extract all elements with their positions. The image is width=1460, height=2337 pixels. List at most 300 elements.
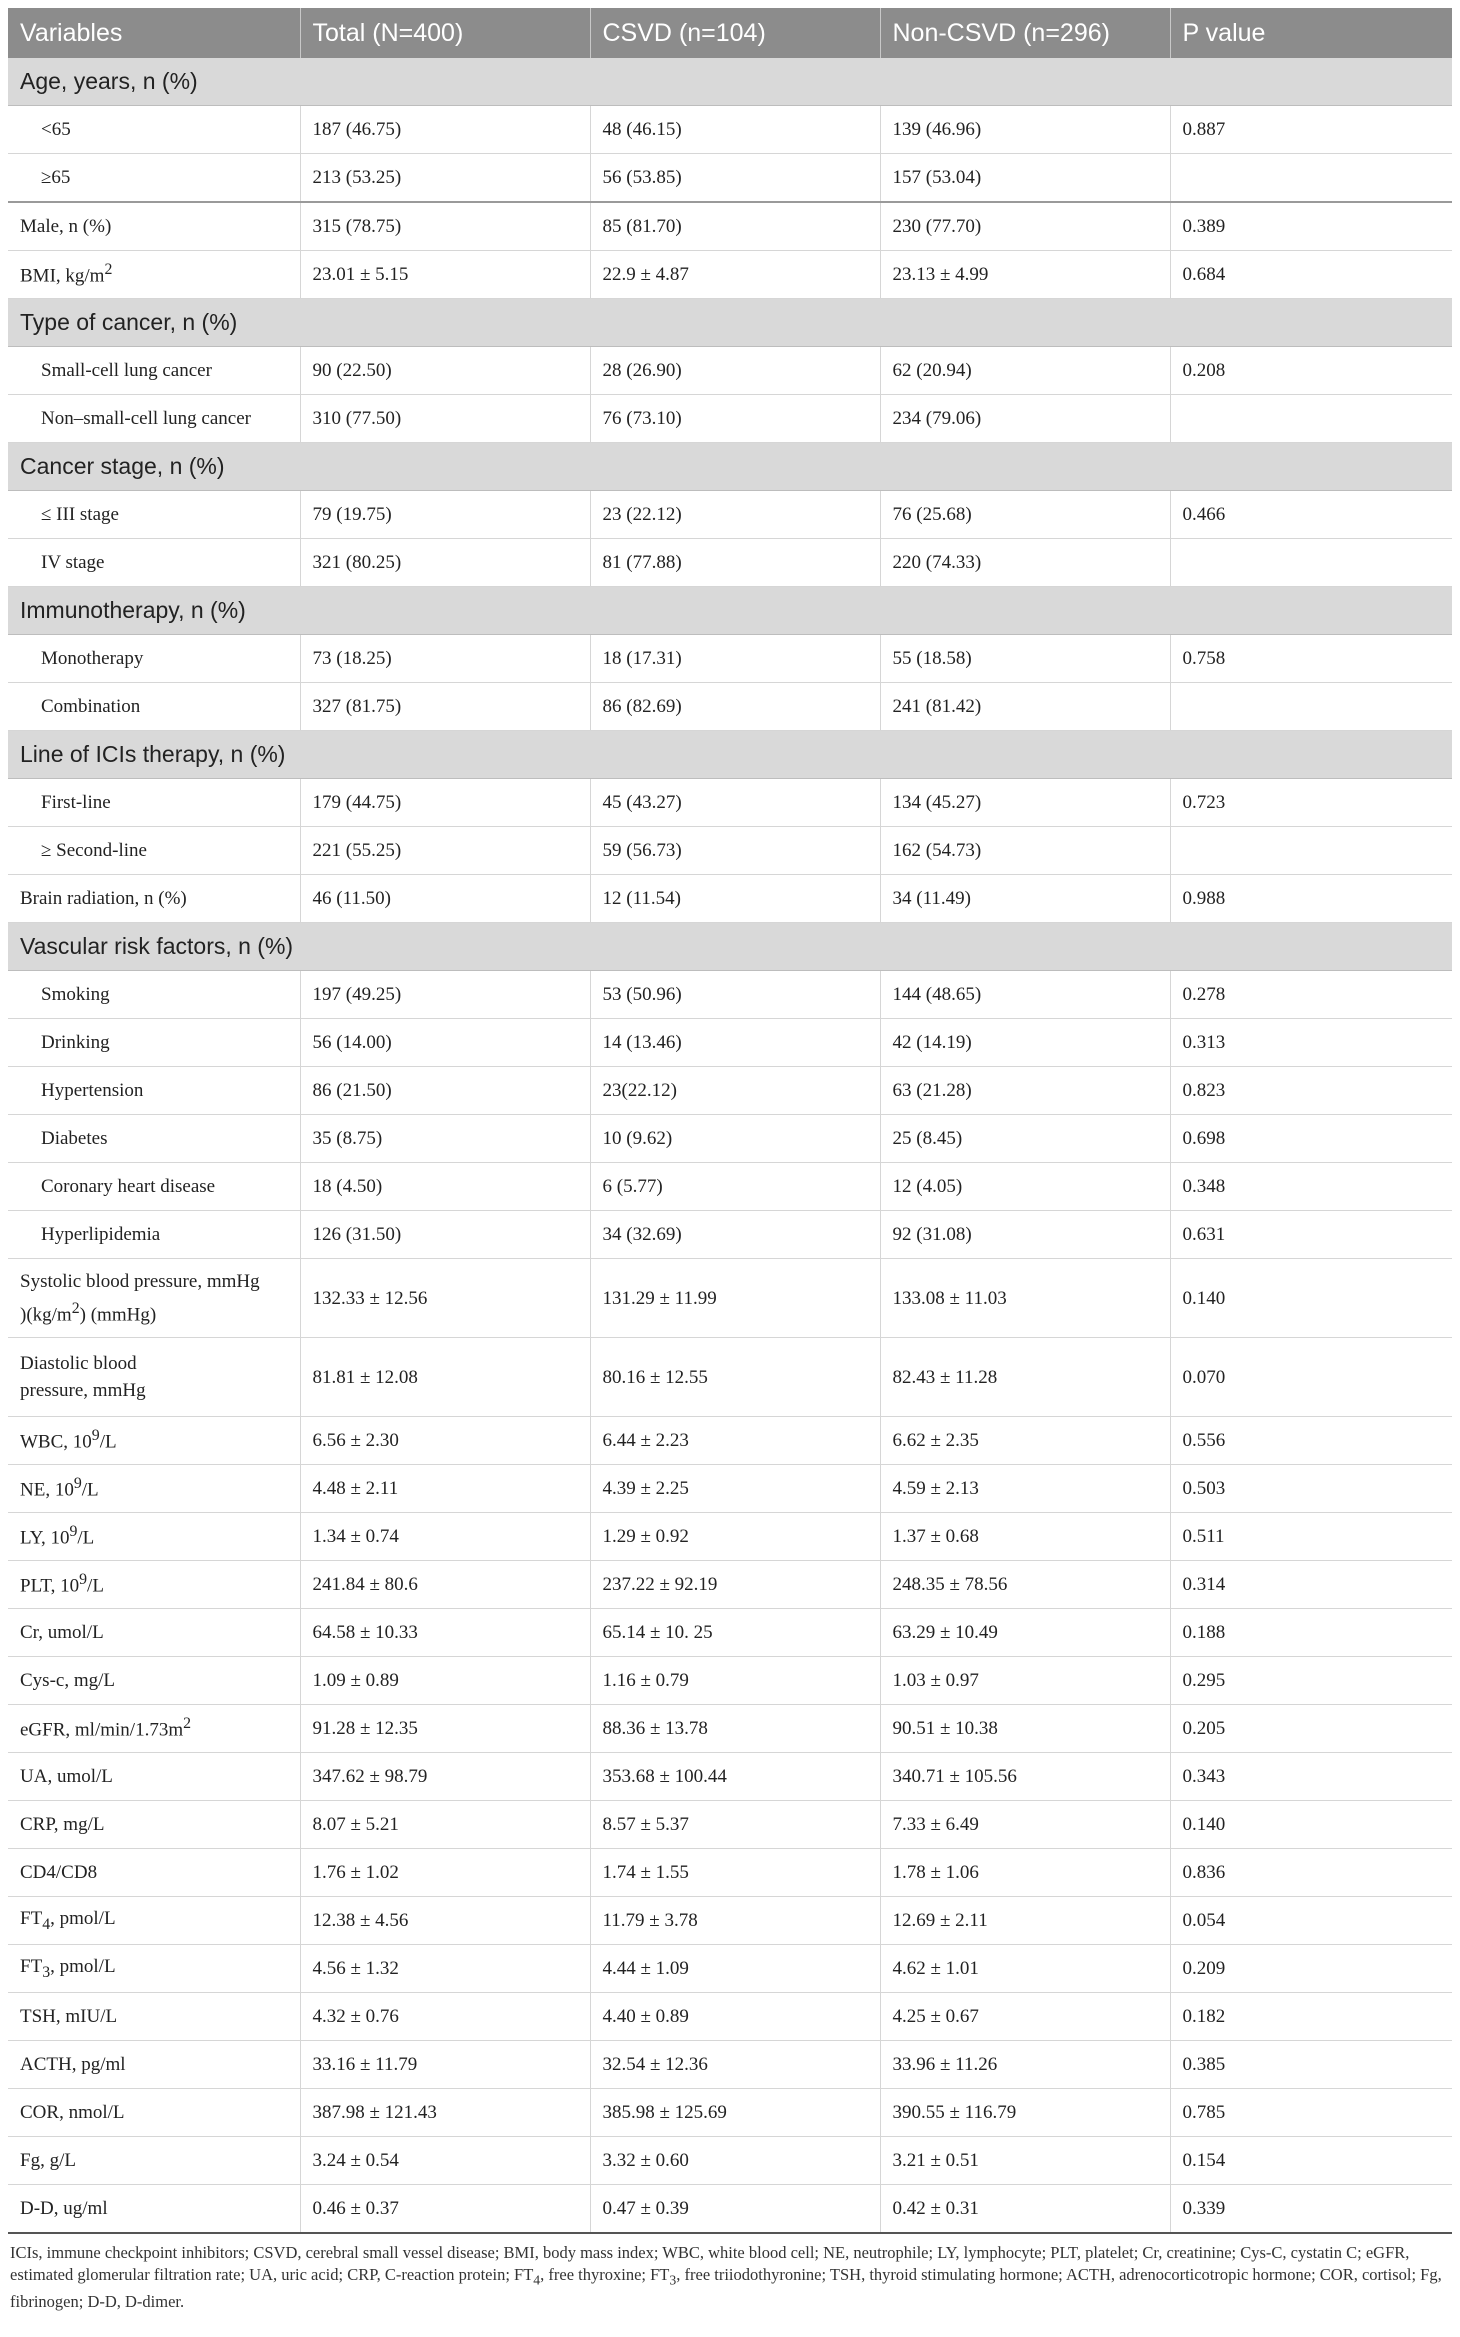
variable-cell xyxy=(8,395,300,443)
variable-unit: /L xyxy=(81,1479,99,1501)
total-cell: 56 (14.00) xyxy=(300,1019,590,1067)
total-cell: 6.56 ± 2.30 xyxy=(300,1417,590,1465)
total-cell: 4.56 ± 1.32 xyxy=(300,1945,590,1993)
p-value-cell: 0.339 xyxy=(1170,2185,1452,2234)
variable-cell xyxy=(8,1513,300,1561)
variable-label: ≥ Second-line xyxy=(41,839,147,861)
total-cell: 187 (46.75) xyxy=(300,106,590,154)
table-row xyxy=(8,251,1452,299)
header-row xyxy=(8,8,1452,58)
variable-cell xyxy=(8,1211,300,1259)
superscript: 9 xyxy=(91,1427,100,1445)
total-cell: 241.84 ± 80.6 xyxy=(300,1561,590,1609)
variable-label: ≥65 xyxy=(41,166,71,188)
table-row xyxy=(8,2185,1452,2234)
baseline-characteristics-table xyxy=(8,8,1452,2234)
p-value-cell: 0.313 xyxy=(1170,1019,1452,1067)
csvd-cell: 59 (56.73) xyxy=(590,827,880,875)
csvd-cell: 86 (82.69) xyxy=(590,683,880,731)
table-row xyxy=(8,1338,1452,1417)
csvd-cell: 76 (73.10) xyxy=(590,395,880,443)
variable-label-line2-end: ) (mmHg) xyxy=(79,1304,157,1326)
p-value-cell: 0.988 xyxy=(1170,875,1452,923)
section-label: Line of ICIs therapy, n (%) xyxy=(8,731,1452,779)
variable-label-line2: )(kg/m xyxy=(20,1304,72,1326)
total-cell: 1.34 ± 0.74 xyxy=(300,1513,590,1561)
non-csvd-cell: 7.33 ± 6.49 xyxy=(880,1801,1170,1849)
superscript: 9 xyxy=(73,1475,82,1493)
variable-cell xyxy=(8,635,300,683)
non-csvd-cell: 133.08 ± 11.03 xyxy=(880,1259,1170,1338)
csvd-cell: 23 (22.12) xyxy=(590,491,880,539)
non-csvd-cell: 1.37 ± 0.68 xyxy=(880,1513,1170,1561)
variable-label: <65 xyxy=(41,118,71,140)
variable-cell xyxy=(8,1465,300,1513)
csvd-cell: 22.9 ± 4.87 xyxy=(590,251,880,299)
non-csvd-cell: 1.78 ± 1.06 xyxy=(880,1849,1170,1897)
table-row xyxy=(8,202,1452,251)
p-value-cell xyxy=(1170,539,1452,587)
csvd-cell: 23(22.12) xyxy=(590,1067,880,1115)
variable-label: Male, n (%) xyxy=(20,215,112,237)
variable-label: PLT, 10 xyxy=(20,1575,80,1597)
header-csvd: CSVD (n=104) xyxy=(590,8,880,58)
variable-cell xyxy=(8,1115,300,1163)
p-value-cell xyxy=(1170,395,1452,443)
superscript: 2 xyxy=(104,261,113,279)
total-cell: 1.09 ± 0.89 xyxy=(300,1657,590,1705)
variable-label: Systolic blood pressure, mmHg xyxy=(20,1270,260,1292)
variable-label: Brain radiation, n (%) xyxy=(20,887,187,909)
csvd-cell: 10 (9.62) xyxy=(590,1115,880,1163)
variable-label-line2: pressure, mmHg xyxy=(20,1380,146,1401)
variable-label: eGFR, ml/min/1.73m xyxy=(20,1719,184,1741)
table-row xyxy=(8,1993,1452,2041)
total-cell: 4.48 ± 2.11 xyxy=(300,1465,590,1513)
table-row xyxy=(8,106,1452,154)
total-cell: 310 (77.50) xyxy=(300,395,590,443)
variable-label: Drinking xyxy=(41,1031,110,1053)
csvd-cell: 8.57 ± 5.37 xyxy=(590,1801,880,1849)
variable-label: IV stage xyxy=(41,551,105,573)
table-row xyxy=(8,1115,1452,1163)
section-label: Age, years, n (%) xyxy=(8,58,1452,106)
variable-cell xyxy=(8,1897,300,1945)
table-row xyxy=(8,1465,1452,1513)
total-cell: 315 (78.75) xyxy=(300,202,590,251)
variable-cell xyxy=(8,1019,300,1067)
variable-label: Coronary heart disease xyxy=(41,1175,216,1197)
non-csvd-cell: 4.62 ± 1.01 xyxy=(880,1945,1170,1993)
table-row xyxy=(8,875,1452,923)
csvd-cell: 237.22 ± 92.19 xyxy=(590,1561,880,1609)
header-p-value: P value xyxy=(1170,8,1452,58)
header-total: Total (N=400) xyxy=(300,8,590,58)
table-row xyxy=(8,1849,1452,1897)
variable-cell xyxy=(8,154,300,203)
p-value-cell xyxy=(1170,154,1452,203)
variable-cell xyxy=(8,683,300,731)
non-csvd-cell: 6.62 ± 2.35 xyxy=(880,1417,1170,1465)
variable-label: LY, 10 xyxy=(20,1527,70,1549)
section-row xyxy=(8,58,1452,106)
p-value-cell: 0.723 xyxy=(1170,779,1452,827)
csvd-cell: 56 (53.85) xyxy=(590,154,880,203)
footnote-subscript: 4 xyxy=(533,2272,541,2288)
csvd-cell: 45 (43.27) xyxy=(590,779,880,827)
non-csvd-cell: 4.59 ± 2.13 xyxy=(880,1465,1170,1513)
total-cell: 321 (80.25) xyxy=(300,539,590,587)
p-value-cell: 0.758 xyxy=(1170,635,1452,683)
variable-label: CRP, mg/L xyxy=(20,1813,105,1835)
non-csvd-cell: 390.55 ± 116.79 xyxy=(880,2089,1170,2137)
table-row xyxy=(8,683,1452,731)
total-cell: 90 (22.50) xyxy=(300,347,590,395)
table-row xyxy=(8,2041,1452,2089)
variable-cell xyxy=(8,2185,300,2234)
table-row xyxy=(8,971,1452,1019)
p-value-cell: 0.140 xyxy=(1170,1259,1452,1338)
total-cell: 73 (18.25) xyxy=(300,635,590,683)
p-value-cell: 0.466 xyxy=(1170,491,1452,539)
table-row xyxy=(8,1019,1452,1067)
variable-cell xyxy=(8,1163,300,1211)
csvd-cell: 18 (17.31) xyxy=(590,635,880,683)
superscript: 2 xyxy=(183,1715,192,1733)
total-cell: 327 (81.75) xyxy=(300,683,590,731)
variable-label: ≤ III stage xyxy=(41,503,119,525)
non-csvd-cell: 157 (53.04) xyxy=(880,154,1170,203)
p-value-cell: 0.684 xyxy=(1170,251,1452,299)
non-csvd-cell: 162 (54.73) xyxy=(880,827,1170,875)
variable-cell xyxy=(8,539,300,587)
non-csvd-cell: 1.03 ± 0.97 xyxy=(880,1657,1170,1705)
variable-cell xyxy=(8,251,300,299)
header-non-csvd: Non-CSVD (n=296) xyxy=(880,8,1170,58)
total-cell: 8.07 ± 5.21 xyxy=(300,1801,590,1849)
variable-label: COR, nmol/L xyxy=(20,2101,125,2123)
table-row xyxy=(8,1801,1452,1849)
variable-cell xyxy=(8,491,300,539)
variable-label: FT xyxy=(20,1907,43,1929)
variable-cell xyxy=(8,1561,300,1609)
csvd-cell: 0.47 ± 0.39 xyxy=(590,2185,880,2234)
total-cell: 91.28 ± 12.35 xyxy=(300,1705,590,1753)
non-csvd-cell: 23.13 ± 4.99 xyxy=(880,251,1170,299)
superscript: 9 xyxy=(79,1571,88,1589)
variable-cell xyxy=(8,779,300,827)
variable-label: WBC, 10 xyxy=(20,1431,92,1453)
total-cell: 179 (44.75) xyxy=(300,779,590,827)
variable-cell xyxy=(8,1338,300,1417)
section-row xyxy=(8,923,1452,971)
p-value-cell: 0.188 xyxy=(1170,1609,1452,1657)
table-row xyxy=(8,154,1452,203)
variable-label: Cys-c, mg/L xyxy=(20,1669,115,1691)
p-value-cell: 0.295 xyxy=(1170,1657,1452,1705)
variable-unit: /L xyxy=(87,1575,104,1597)
variable-label: Hyperlipidemia xyxy=(41,1223,161,1245)
csvd-cell: 88.36 ± 13.78 xyxy=(590,1705,880,1753)
variable-cell xyxy=(8,202,300,251)
variable-cell xyxy=(8,875,300,923)
variable-label: Small-cell lung cancer xyxy=(41,359,212,381)
csvd-cell: 4.44 ± 1.09 xyxy=(590,1945,880,1993)
section-label: Cancer stage, n (%) xyxy=(8,443,1452,491)
p-value-cell: 0.887 xyxy=(1170,106,1452,154)
csvd-cell: 80.16 ± 12.55 xyxy=(590,1338,880,1417)
variable-cell xyxy=(8,2137,300,2185)
variable-label: Non–small-cell lung cancer xyxy=(41,407,251,429)
variable-label: BMI, kg/m xyxy=(20,265,105,287)
footnote-text: , free triiodothyronine; TSH, thyroid stimulating hormone; ACTH, adrenocorticotropic hormone; COR, cortisol; Fg, fibrinogen; D-D, D-dimer. xyxy=(10,2265,1442,2312)
section-label: Vascular risk factors, n (%) xyxy=(8,923,1452,971)
p-value-cell xyxy=(1170,827,1452,875)
csvd-cell: 4.39 ± 2.25 xyxy=(590,1465,880,1513)
p-value-cell: 0.836 xyxy=(1170,1849,1452,1897)
p-value-cell: 0.208 xyxy=(1170,347,1452,395)
table-row xyxy=(8,2137,1452,2185)
total-cell: 18 (4.50) xyxy=(300,1163,590,1211)
p-value-cell: 0.389 xyxy=(1170,202,1452,251)
variable-cell xyxy=(8,1067,300,1115)
variable-label: ACTH, pg/ml xyxy=(20,2053,126,2075)
non-csvd-cell: 34 (11.49) xyxy=(880,875,1170,923)
csvd-cell: 1.74 ± 1.55 xyxy=(590,1849,880,1897)
table-container xyxy=(8,8,1452,2313)
non-csvd-cell: 63.29 ± 10.49 xyxy=(880,1609,1170,1657)
non-csvd-cell: 248.35 ± 78.56 xyxy=(880,1561,1170,1609)
table-row xyxy=(8,1067,1452,1115)
csvd-cell: 1.16 ± 0.79 xyxy=(590,1657,880,1705)
superscript: 9 xyxy=(69,1523,78,1541)
non-csvd-cell: 134 (45.27) xyxy=(880,779,1170,827)
total-cell: 132.33 ± 12.56 xyxy=(300,1259,590,1338)
table-row xyxy=(8,491,1452,539)
non-csvd-cell: 82.43 ± 11.28 xyxy=(880,1338,1170,1417)
csvd-cell: 12 (11.54) xyxy=(590,875,880,923)
csvd-cell: 81 (77.88) xyxy=(590,539,880,587)
variable-unit: /L xyxy=(77,1527,95,1549)
variable-cell xyxy=(8,1945,300,1993)
variable-label: Diabetes xyxy=(41,1127,108,1149)
variable-cell xyxy=(8,2089,300,2137)
variable-cell xyxy=(8,827,300,875)
table-row xyxy=(8,347,1452,395)
csvd-cell: 3.32 ± 0.60 xyxy=(590,2137,880,2185)
variable-cell xyxy=(8,2041,300,2089)
table-row xyxy=(8,779,1452,827)
subscript: 4 xyxy=(42,1915,51,1933)
header-variables: Variables xyxy=(8,8,300,58)
csvd-cell: 65.14 ± 10. 25 xyxy=(590,1609,880,1657)
csvd-cell: 32.54 ± 12.36 xyxy=(590,2041,880,2089)
p-value-cell: 0.054 xyxy=(1170,1897,1452,1945)
p-value-cell: 0.182 xyxy=(1170,1993,1452,2041)
table-row xyxy=(8,395,1452,443)
section-row xyxy=(8,443,1452,491)
footnote-subscript: 3 xyxy=(669,2272,677,2288)
non-csvd-cell: 42 (14.19) xyxy=(880,1019,1170,1067)
non-csvd-cell: 76 (25.68) xyxy=(880,491,1170,539)
non-csvd-cell: 241 (81.42) xyxy=(880,683,1170,731)
table-footnote xyxy=(8,2234,1452,2313)
p-value-cell: 0.556 xyxy=(1170,1417,1452,1465)
total-cell: 0.46 ± 0.37 xyxy=(300,2185,590,2234)
total-cell: 213 (53.25) xyxy=(300,154,590,203)
total-cell: 79 (19.75) xyxy=(300,491,590,539)
variable-cell xyxy=(8,1705,300,1753)
total-cell: 347.62 ± 98.79 xyxy=(300,1753,590,1801)
section-row xyxy=(8,299,1452,347)
variable-unit: , pmol/L xyxy=(50,1907,116,1929)
non-csvd-cell: 90.51 ± 10.38 xyxy=(880,1705,1170,1753)
p-value-cell: 0.698 xyxy=(1170,1115,1452,1163)
variable-unit: /L xyxy=(99,1431,117,1453)
table-row xyxy=(8,1705,1452,1753)
non-csvd-cell: 33.96 ± 11.26 xyxy=(880,2041,1170,2089)
total-cell: 3.24 ± 0.54 xyxy=(300,2137,590,2185)
p-value-cell: 0.348 xyxy=(1170,1163,1452,1211)
csvd-cell: 385.98 ± 125.69 xyxy=(590,2089,880,2137)
non-csvd-cell: 340.71 ± 105.56 xyxy=(880,1753,1170,1801)
csvd-cell: 6.44 ± 2.23 xyxy=(590,1417,880,1465)
total-cell: 23.01 ± 5.15 xyxy=(300,251,590,299)
variable-label: FT xyxy=(20,1955,43,1977)
non-csvd-cell: 55 (18.58) xyxy=(880,635,1170,683)
non-csvd-cell: 0.42 ± 0.31 xyxy=(880,2185,1170,2234)
csvd-cell: 4.40 ± 0.89 xyxy=(590,1993,880,2041)
non-csvd-cell: 63 (21.28) xyxy=(880,1067,1170,1115)
table-row xyxy=(8,539,1452,587)
footnote-text: , free thyroxine; FT xyxy=(540,2265,670,2284)
table-row xyxy=(8,2089,1452,2137)
variable-cell xyxy=(8,1259,300,1338)
variable-label: Smoking xyxy=(41,983,110,1005)
variable-cell xyxy=(8,1657,300,1705)
p-value-cell: 0.343 xyxy=(1170,1753,1452,1801)
variable-cell xyxy=(8,1801,300,1849)
section-row xyxy=(8,587,1452,635)
total-cell: 197 (49.25) xyxy=(300,971,590,1019)
non-csvd-cell: 230 (77.70) xyxy=(880,202,1170,251)
non-csvd-cell: 139 (46.96) xyxy=(880,106,1170,154)
p-value-cell: 0.154 xyxy=(1170,2137,1452,2185)
p-value-cell: 0.503 xyxy=(1170,1465,1452,1513)
table-row xyxy=(8,1163,1452,1211)
variable-cell xyxy=(8,1993,300,2041)
non-csvd-cell: 220 (74.33) xyxy=(880,539,1170,587)
variable-label: UA, umol/L xyxy=(20,1765,113,1787)
table-row xyxy=(8,1753,1452,1801)
csvd-cell: 131.29 ± 11.99 xyxy=(590,1259,880,1338)
variable-label: D-D, ug/ml xyxy=(20,2197,108,2219)
variable-cell xyxy=(8,1849,300,1897)
variable-label: Monotherapy xyxy=(41,647,144,669)
variable-cell xyxy=(8,971,300,1019)
total-cell: 4.32 ± 0.76 xyxy=(300,1993,590,2041)
table-row xyxy=(8,1945,1452,1993)
section-label: Immunotherapy, n (%) xyxy=(8,587,1452,635)
table-body xyxy=(8,58,1452,2233)
p-value-cell: 0.140 xyxy=(1170,1801,1452,1849)
table-row xyxy=(8,1657,1452,1705)
non-csvd-cell: 25 (8.45) xyxy=(880,1115,1170,1163)
csvd-cell: 353.68 ± 100.44 xyxy=(590,1753,880,1801)
variable-label: Fg, g/L xyxy=(20,2149,76,2171)
csvd-cell: 1.29 ± 0.92 xyxy=(590,1513,880,1561)
variable-label: Diastolic blood xyxy=(20,1353,137,1374)
total-cell: 64.58 ± 10.33 xyxy=(300,1609,590,1657)
csvd-cell: 34 (32.69) xyxy=(590,1211,880,1259)
total-cell: 1.76 ± 1.02 xyxy=(300,1849,590,1897)
total-cell: 387.98 ± 121.43 xyxy=(300,2089,590,2137)
total-cell: 33.16 ± 11.79 xyxy=(300,2041,590,2089)
non-csvd-cell: 12 (4.05) xyxy=(880,1163,1170,1211)
variable-cell xyxy=(8,347,300,395)
variable-label: NE, 10 xyxy=(20,1479,74,1501)
superscript: 2 xyxy=(71,1299,80,1317)
section-row xyxy=(8,731,1452,779)
variable-cell xyxy=(8,106,300,154)
table-row xyxy=(8,1211,1452,1259)
total-cell: 126 (31.50) xyxy=(300,1211,590,1259)
table-row xyxy=(8,1513,1452,1561)
table-row xyxy=(8,1259,1452,1338)
variable-unit: , pmol/L xyxy=(50,1955,116,1977)
total-cell: 81.81 ± 12.08 xyxy=(300,1338,590,1417)
non-csvd-cell: 62 (20.94) xyxy=(880,347,1170,395)
total-cell: 221 (55.25) xyxy=(300,827,590,875)
non-csvd-cell: 3.21 ± 0.51 xyxy=(880,2137,1170,2185)
total-cell: 35 (8.75) xyxy=(300,1115,590,1163)
table-row xyxy=(8,827,1452,875)
table-row xyxy=(8,1897,1452,1945)
csvd-cell: 11.79 ± 3.78 xyxy=(590,1897,880,1945)
variable-cell xyxy=(8,1753,300,1801)
table-row xyxy=(8,1561,1452,1609)
variable-label: Cr, umol/L xyxy=(20,1621,104,1643)
total-cell: 46 (11.50) xyxy=(300,875,590,923)
p-value-cell: 0.631 xyxy=(1170,1211,1452,1259)
variable-cell xyxy=(8,1609,300,1657)
total-cell: 86 (21.50) xyxy=(300,1067,590,1115)
p-value-cell: 0.209 xyxy=(1170,1945,1452,1993)
p-value-cell xyxy=(1170,683,1452,731)
p-value-cell: 0.385 xyxy=(1170,2041,1452,2089)
p-value-cell: 0.314 xyxy=(1170,1561,1452,1609)
p-value-cell: 0.785 xyxy=(1170,2089,1452,2137)
csvd-cell: 14 (13.46) xyxy=(590,1019,880,1067)
non-csvd-cell: 144 (48.65) xyxy=(880,971,1170,1019)
non-csvd-cell: 234 (79.06) xyxy=(880,395,1170,443)
variable-label: First-line xyxy=(41,791,111,813)
p-value-cell: 0.278 xyxy=(1170,971,1452,1019)
p-value-cell: 0.205 xyxy=(1170,1705,1452,1753)
variable-label: Hypertension xyxy=(41,1079,144,1101)
footnote-text: ICIs, immune checkpoint inhibitors; CSVD, cerebral small vessel disease; BMI, body mass index; WBC, white blood cell; NE, neutrophile; LY, lymphocyte; PLT, platelet; Cr, creatinine; Cys-C, cystatin C; eGFR, estimated glomerular filtration rate; UA, uric acid; CRP, C-reaction protein; FT xyxy=(10,2243,1410,2284)
csvd-cell: 28 (26.90) xyxy=(590,347,880,395)
csvd-cell: 53 (50.96) xyxy=(590,971,880,1019)
variable-label: CD4/CD8 xyxy=(20,1861,98,1883)
section-label: Type of cancer, n (%) xyxy=(8,299,1452,347)
table-row xyxy=(8,1609,1452,1657)
csvd-cell: 6 (5.77) xyxy=(590,1163,880,1211)
p-value-cell: 0.823 xyxy=(1170,1067,1452,1115)
csvd-cell: 85 (81.70) xyxy=(590,202,880,251)
p-value-cell: 0.070 xyxy=(1170,1338,1452,1417)
non-csvd-cell: 4.25 ± 0.67 xyxy=(880,1993,1170,2041)
